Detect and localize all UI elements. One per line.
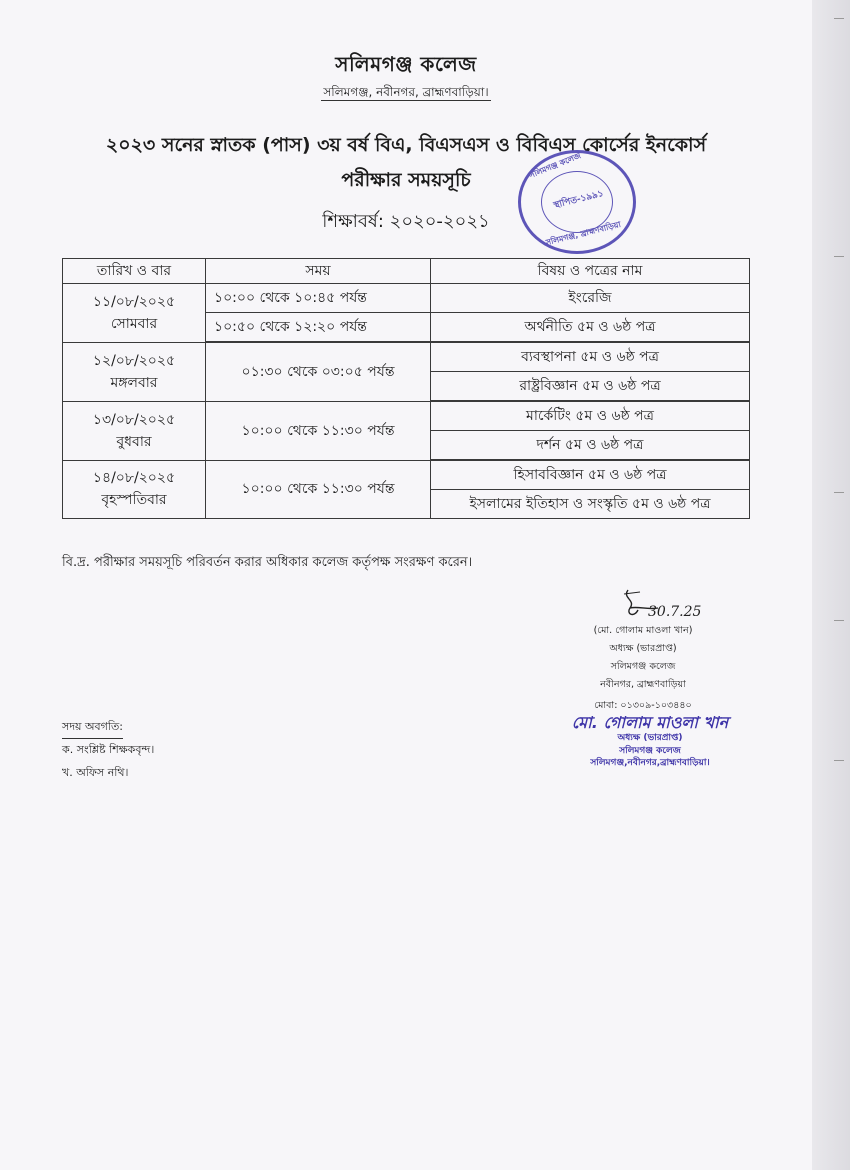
- college-name: সলিমগঞ্জ কলেজ: [335, 52, 477, 76]
- exam-date: ১১/০৮/২০২৫: [92, 293, 176, 310]
- exam-date: ১৩/০৮/২০২৫: [92, 411, 176, 428]
- exam-time: ১০:০০ থেকে ১১:৩০ পর্যন্ত: [206, 401, 431, 460]
- date-day-cell: [63, 401, 206, 460]
- stamp-established-text: স্থাপিত-১৯৯১: [552, 188, 605, 212]
- exam-time: ১০:০০ থেকে ১১:৩০ পর্যন্ত: [206, 460, 431, 519]
- header-subject: বিষয় ও পত্রের নাম: [431, 259, 750, 284]
- signatory-college: সলিমগঞ্জ কলেজ: [610, 661, 676, 672]
- seal-address: সলিমগঞ্জ,নবীনগর,ব্রাহ্মণবাড়িয়া।: [590, 758, 710, 768]
- exam-subject: অর্থনীতি ৫ম ও ৬ষ্ঠ পত্র: [431, 313, 750, 343]
- signatory-phone: মোবা: ০১৩০৯-১০৩৪৪০: [594, 700, 692, 711]
- exam-subject: মার্কেটিং ৫ম ও ৬ষ্ঠ পত্র: [431, 401, 750, 431]
- academic-session: শিক্ষাবর্ষ: ২০২০-২০২১: [322, 211, 490, 232]
- table-row: [63, 284, 750, 313]
- cc-item: ক. সংশ্লিষ্ট শিক্ষকবৃন্দ।: [62, 743, 155, 756]
- header-date-day: তারিখ ও বার: [63, 259, 206, 284]
- seal-post: অধ্যক্ষ (ভারপ্রাপ্ত): [617, 733, 683, 743]
- exam-subject: ইংরেজি: [431, 284, 750, 313]
- exam-subject: ব্যবস্থাপনা ৫ম ও ৬ষ্ঠ পত্র: [431, 342, 750, 372]
- stamp-college-text: সলিমগঞ্জ কলেজ: [527, 151, 583, 181]
- seal-name: মো. গোলাম মাওলা খান: [571, 713, 729, 732]
- header-time: সময়: [206, 259, 431, 284]
- cc-item: খ. অফিস নথি।: [62, 766, 129, 779]
- table-row: [63, 460, 750, 490]
- stamp-place-text: সলিমগঞ্জ, ব্রাহ্মণবাড়িয়া: [544, 219, 622, 248]
- notice-title: ২০২৩ সনের স্নাতক (পাস) ৩য় বর্ষ বিএ, বিএসএস ও বিবিএস কোর্সের ইনকোর্স: [105, 134, 707, 156]
- cc-heading: সদয় অবগতি:: [62, 718, 123, 739]
- scan-edge: [812, 0, 850, 1170]
- date-day-cell: [63, 284, 206, 343]
- exam-day: সোমবার: [110, 315, 158, 332]
- table-row: [63, 342, 750, 372]
- exam-day: মঙ্গলবার: [110, 374, 158, 391]
- exam-time: ১০:৫০ থেকে ১২:২০ পর্যন্ত: [206, 313, 431, 343]
- exam-day: বুধবার: [116, 433, 152, 450]
- notice-subtitle: পরীক্ষার সময়সূচি: [341, 169, 471, 191]
- signature-date: 30.7.25: [648, 604, 702, 620]
- exam-subject: ইসলামের ইতিহাস ও সংস্কৃতি ৫ম ও ৬ষ্ঠ পত্র: [431, 490, 750, 519]
- date-day-cell: [63, 342, 206, 401]
- signatory-post: অধ্যক্ষ (ভারপ্রাপ্ত): [609, 643, 677, 654]
- exam-subject: দর্শন ৫ম ও ৬ষ্ঠ পত্র: [431, 431, 750, 461]
- exam-schedule-table: [62, 258, 750, 519]
- exam-subject: রাষ্ট্রবিজ্ঞান ৫ম ও ৬ষ্ঠ পত্র: [431, 372, 750, 402]
- seal-college: সলিমগঞ্জ কলেজ: [619, 746, 681, 756]
- exam-date: ১২/০৮/২০২৫: [92, 352, 176, 369]
- disclaimer-note: বি.দ্র. পরীক্ষার সময়সূচি পরিবর্তন করার অধিকার কলেজ কর্তৃপক্ষ সংরক্ষণ করেন।: [62, 555, 473, 570]
- date-day-cell: [63, 460, 206, 519]
- exam-day: বৃহস্পতিবার: [101, 492, 167, 509]
- college-address: সলিমগঞ্জ, নবীনগর, ব্রাহ্মণবাড়িয়া।: [323, 85, 489, 99]
- table-header-row: [63, 259, 750, 284]
- exam-date: ১৪/০৮/২০২৫: [92, 470, 176, 487]
- exam-time: ০১:৩০ থেকে ০৩:০৫ পর্যন্ত: [206, 342, 431, 401]
- table-row: [63, 401, 750, 431]
- exam-subject: হিসাববিজ্ঞান ৫ম ও ৬ষ্ঠ পত্র: [431, 460, 750, 490]
- exam-time: ১০:০০ থেকে ১০:৪৫ পর্যন্ত: [206, 284, 431, 313]
- signatory-name: (মো. গোলাম মাওলা খান): [593, 625, 693, 636]
- signatory-address: নবীনগর, ব্রাহ্মণবাড়িয়া: [600, 679, 686, 690]
